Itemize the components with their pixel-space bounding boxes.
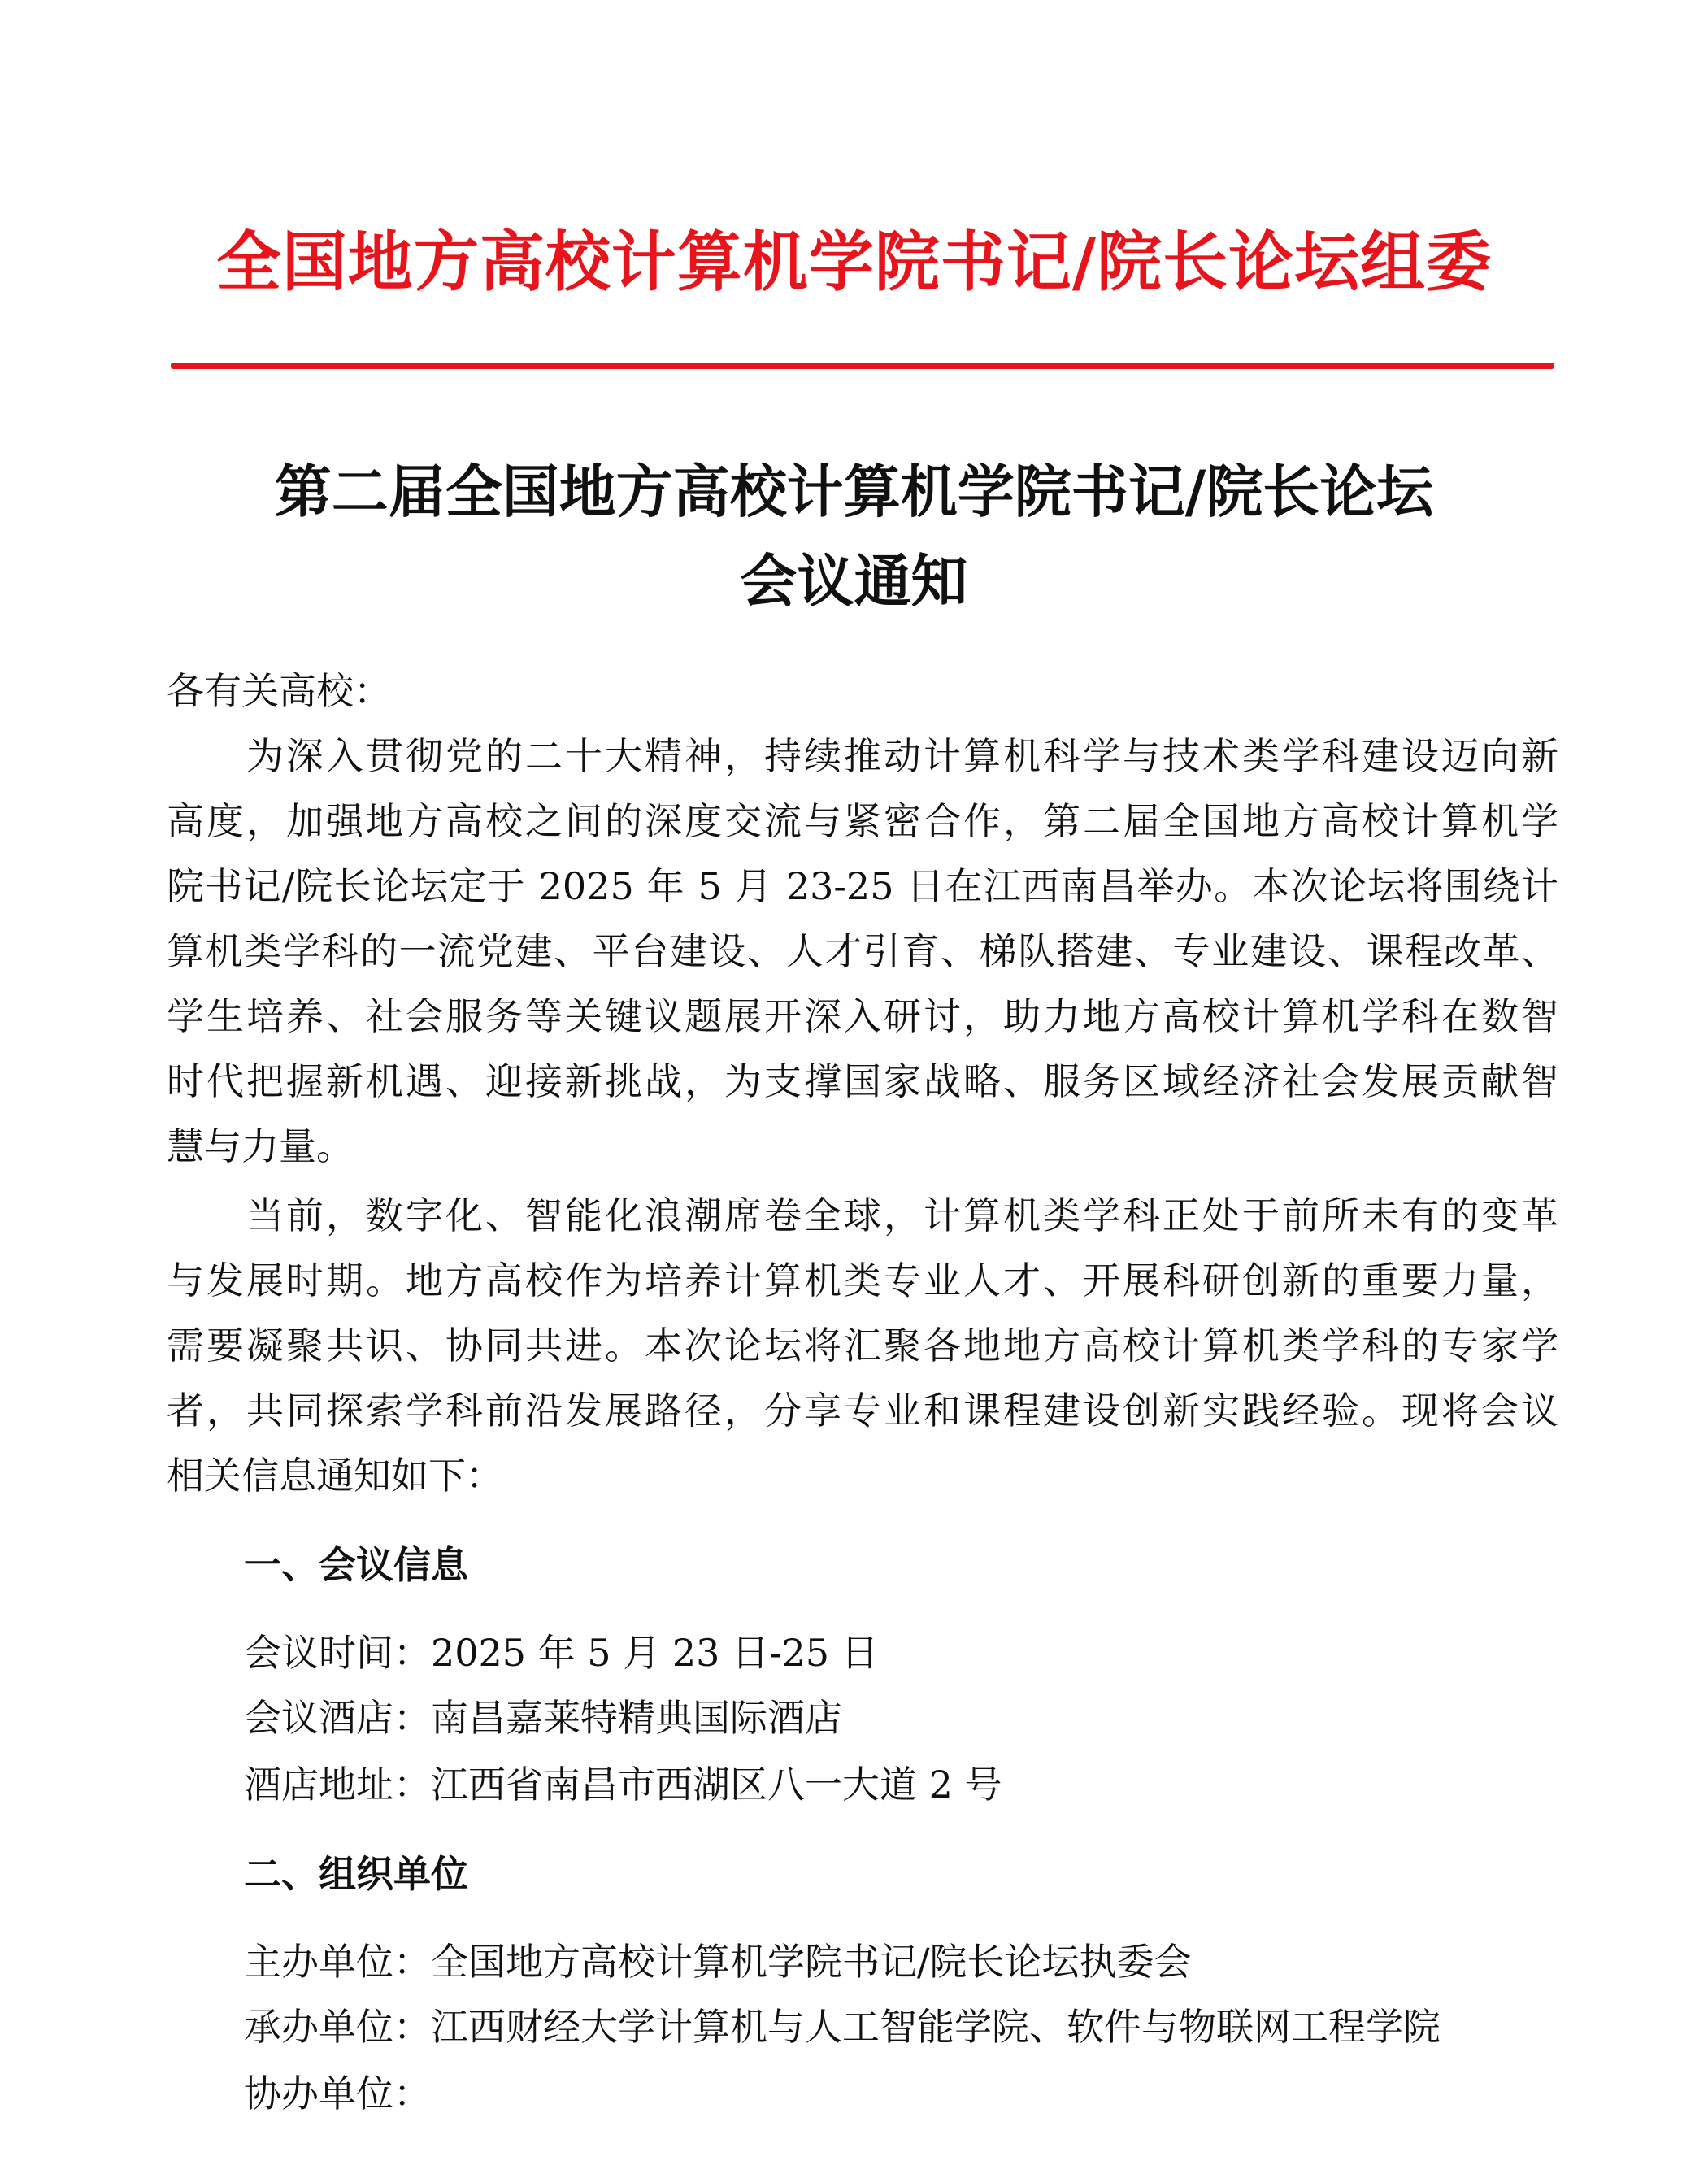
paragraph-2-line: 者，共同探索学科前沿发展路径，分享专业和课程建设创新实践经验。现将会议 bbox=[167, 1389, 1558, 1432]
host-organization: 主办单位：全国地方高校计算机学院书记/院长论坛执委会 bbox=[244, 1940, 1192, 1984]
section-2-heading: 二、组织单位 bbox=[244, 1852, 468, 1896]
section-1-heading: 一、会议信息 bbox=[244, 1543, 468, 1587]
organizer: 承办单位：江西财经大学计算机与人工智能学院、软件与物联网工程学院 bbox=[244, 2005, 1441, 2049]
co-organizer: 协办单位： bbox=[244, 2072, 431, 2115]
paragraph-1-line: 学生培养、社会服务等关键议题展开深入研讨，助力地方高校计算机学科在数智 bbox=[167, 994, 1558, 1038]
paragraph-1-line: 时代把握新机遇、迎接新挑战，为支撑国家战略、服务区域经济社会发展贡献智 bbox=[167, 1059, 1558, 1103]
paragraph-2-line: 需要凝聚共识、协同共进。本次论坛将汇聚各地地方高校计算机类学科的专家学 bbox=[167, 1324, 1558, 1367]
meeting-hotel: 会议酒店：南昌嘉莱特精典国际酒店 bbox=[244, 1696, 842, 1740]
paragraph-2-line: 当前，数字化、智能化浪潮席卷全球，计算机类学科正处于前所未有的变革 bbox=[167, 1193, 1558, 1237]
paragraph-1-line: 高度，加强地方高校之间的深度交流与紧密合作，第二届全国地方高校计算机学 bbox=[167, 799, 1558, 843]
paragraph-2-line: 相关信息通知如下： bbox=[167, 1454, 503, 1498]
salutation: 各有关高校： bbox=[167, 669, 391, 713]
meeting-time: 会议时间：2025 年 5 月 23 日-25 日 bbox=[244, 1631, 879, 1675]
masthead-red-rule bbox=[171, 363, 1554, 369]
masthead-org-name: 全国地方高校计算机学院书记/院长论坛组委 bbox=[215, 224, 1493, 300]
paragraph-1-line: 为深入贯彻党的二十大精神，持续推动计算机科学与技术类学科建设迈向新 bbox=[167, 734, 1558, 778]
hotel-address: 酒店地址：江西省南昌市西湖区八一大道 2 号 bbox=[244, 1763, 1002, 1806]
document-title-line-2: 会议通知 bbox=[740, 548, 968, 615]
paragraph-2-line: 与发展时期。地方高校作为培养计算机类专业人才、开展科研创新的重要力量， bbox=[167, 1259, 1558, 1302]
paragraph-1-line: 院书记/院长论坛定于 2025 年 5 月 23-25 日在江西南昌举办。本次论坛将围绕计 bbox=[167, 864, 1558, 908]
document-title-line-1: 第二届全国地方高校计算机学院书记/院长论坛 bbox=[274, 459, 1434, 525]
paragraph-1-line: 算机类学科的一流党建、平台建设、人才引育、梯队搭建、专业建设、课程改革、 bbox=[167, 929, 1558, 973]
paragraph-1-line: 慧与力量。 bbox=[167, 1124, 354, 1168]
